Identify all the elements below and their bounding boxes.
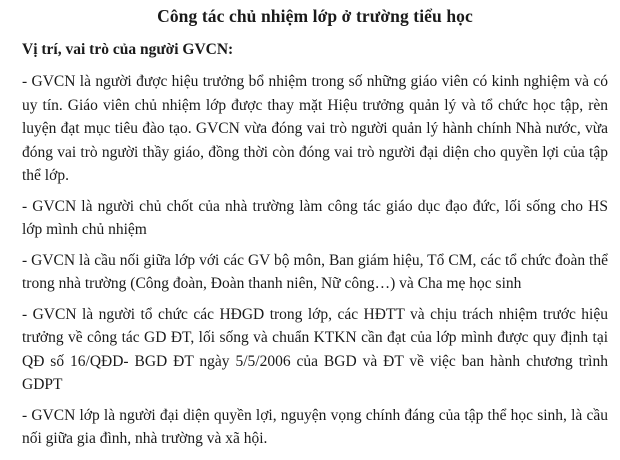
section-heading: Vị trí, vai trò của người GVCN: xyxy=(22,41,234,58)
paragraph-organizer: - GVCN là người tổ chức các HĐGD trong lớp, các HĐTT và chịu trách nhiệm trước hiệu trưởng về công tác GD ĐT, lối sống và chuẩn KTKN cần đạt của lớp mình được quy định tại QĐ số 16/QĐD- BGD ĐT ngày 5/5/2006 của BGD và ĐT về việc ban hành chương trình GDPT xyxy=(22,305,608,393)
document-title: Công tác chủ nhiệm lớp ở trường tiểu học xyxy=(157,6,473,26)
paragraph-representative: - GVCN lớp là người đại diện quyền lợi, nguyện vọng chính đáng của tập thể học sinh, là cầu nối giữa gia đình, nhà trường và xã hội. xyxy=(22,406,608,447)
paragraph-key-role: - GVCN là người chủ chốt của nhà trường làm công tác giáo dục đạo đức, lối sống cho HS lớp mình chủ nhiệm xyxy=(22,197,608,238)
paragraph-appointment: - GVCN là người được hiệu trưởng bổ nhiệm trong số những giáo viên có kinh nghiệm và có uy tín. Giáo viên chủ nhiệm lớp được thay mặt Hiệu trưởng quản lý và tổ chức học tập, rèn luyện đạt mục tiêu đào tạo. GVCN vừa đóng vai trò người quản lý hành chính Nhà nước, vừa đóng vai trò người thầy giáo, đồng thời còn đóng vai trò người đại diện cho quyền lợi của tập thể lớp. xyxy=(22,73,608,184)
paragraph-bridge: - GVCN là cầu nối giữa lớp với các GV bộ môn, Ban giám hiệu, Tổ CM, các tổ chức đoàn thể trong nhà trường (Công đoàn, Đoàn thanh niên, Nữ công…) và Cha mẹ học sinh xyxy=(22,251,608,292)
